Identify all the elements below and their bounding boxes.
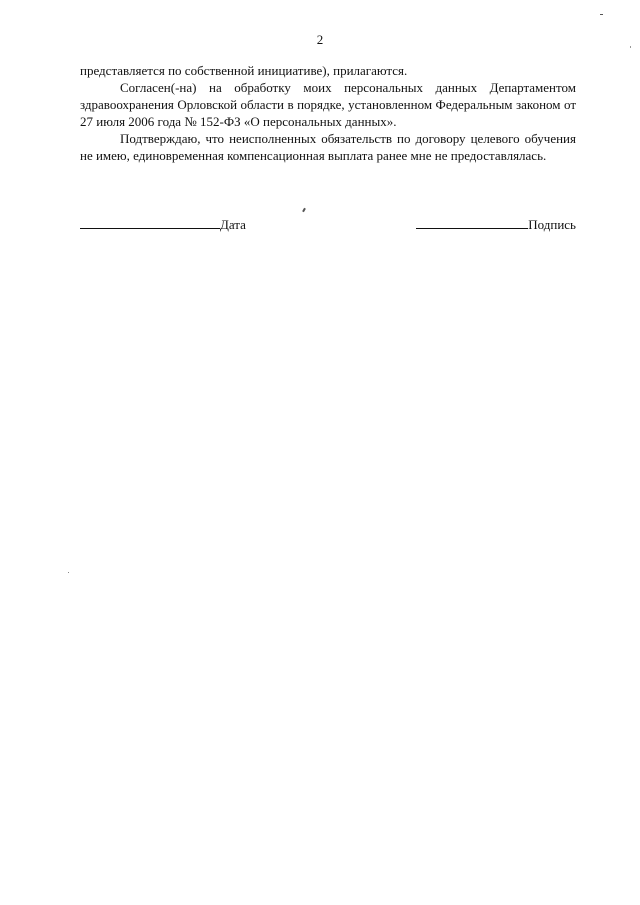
signature-field [416, 216, 576, 233]
date-label: Дата [220, 217, 246, 232]
scan-speck [302, 208, 306, 212]
scan-speck [600, 14, 603, 15]
date-line [80, 216, 220, 229]
signature-line [416, 216, 528, 229]
page-number: 2 [316, 32, 324, 47]
signature-label: Подпись [528, 217, 576, 232]
date-field [80, 216, 246, 233]
paragraph-confirmation: Подтверждаю, что неисполненных обязательств по договору целевого обучения не имею, единовременная компенсационная выплата ранее мне не предоставлялась. [80, 131, 576, 163]
scan-speck [68, 572, 69, 573]
paragraph-continuation: представляется по собственной инициативе), прилагаются. [80, 63, 408, 78]
paragraph-consent: Согласен(-на) на обработку моих персональных данных Департаментом здравоохранения Орловской области в порядке, установленном Федеральным законом от 27 июля 2006 года № 152-ФЗ «О персональных данных». [80, 80, 576, 129]
document-body [80, 62, 576, 164]
